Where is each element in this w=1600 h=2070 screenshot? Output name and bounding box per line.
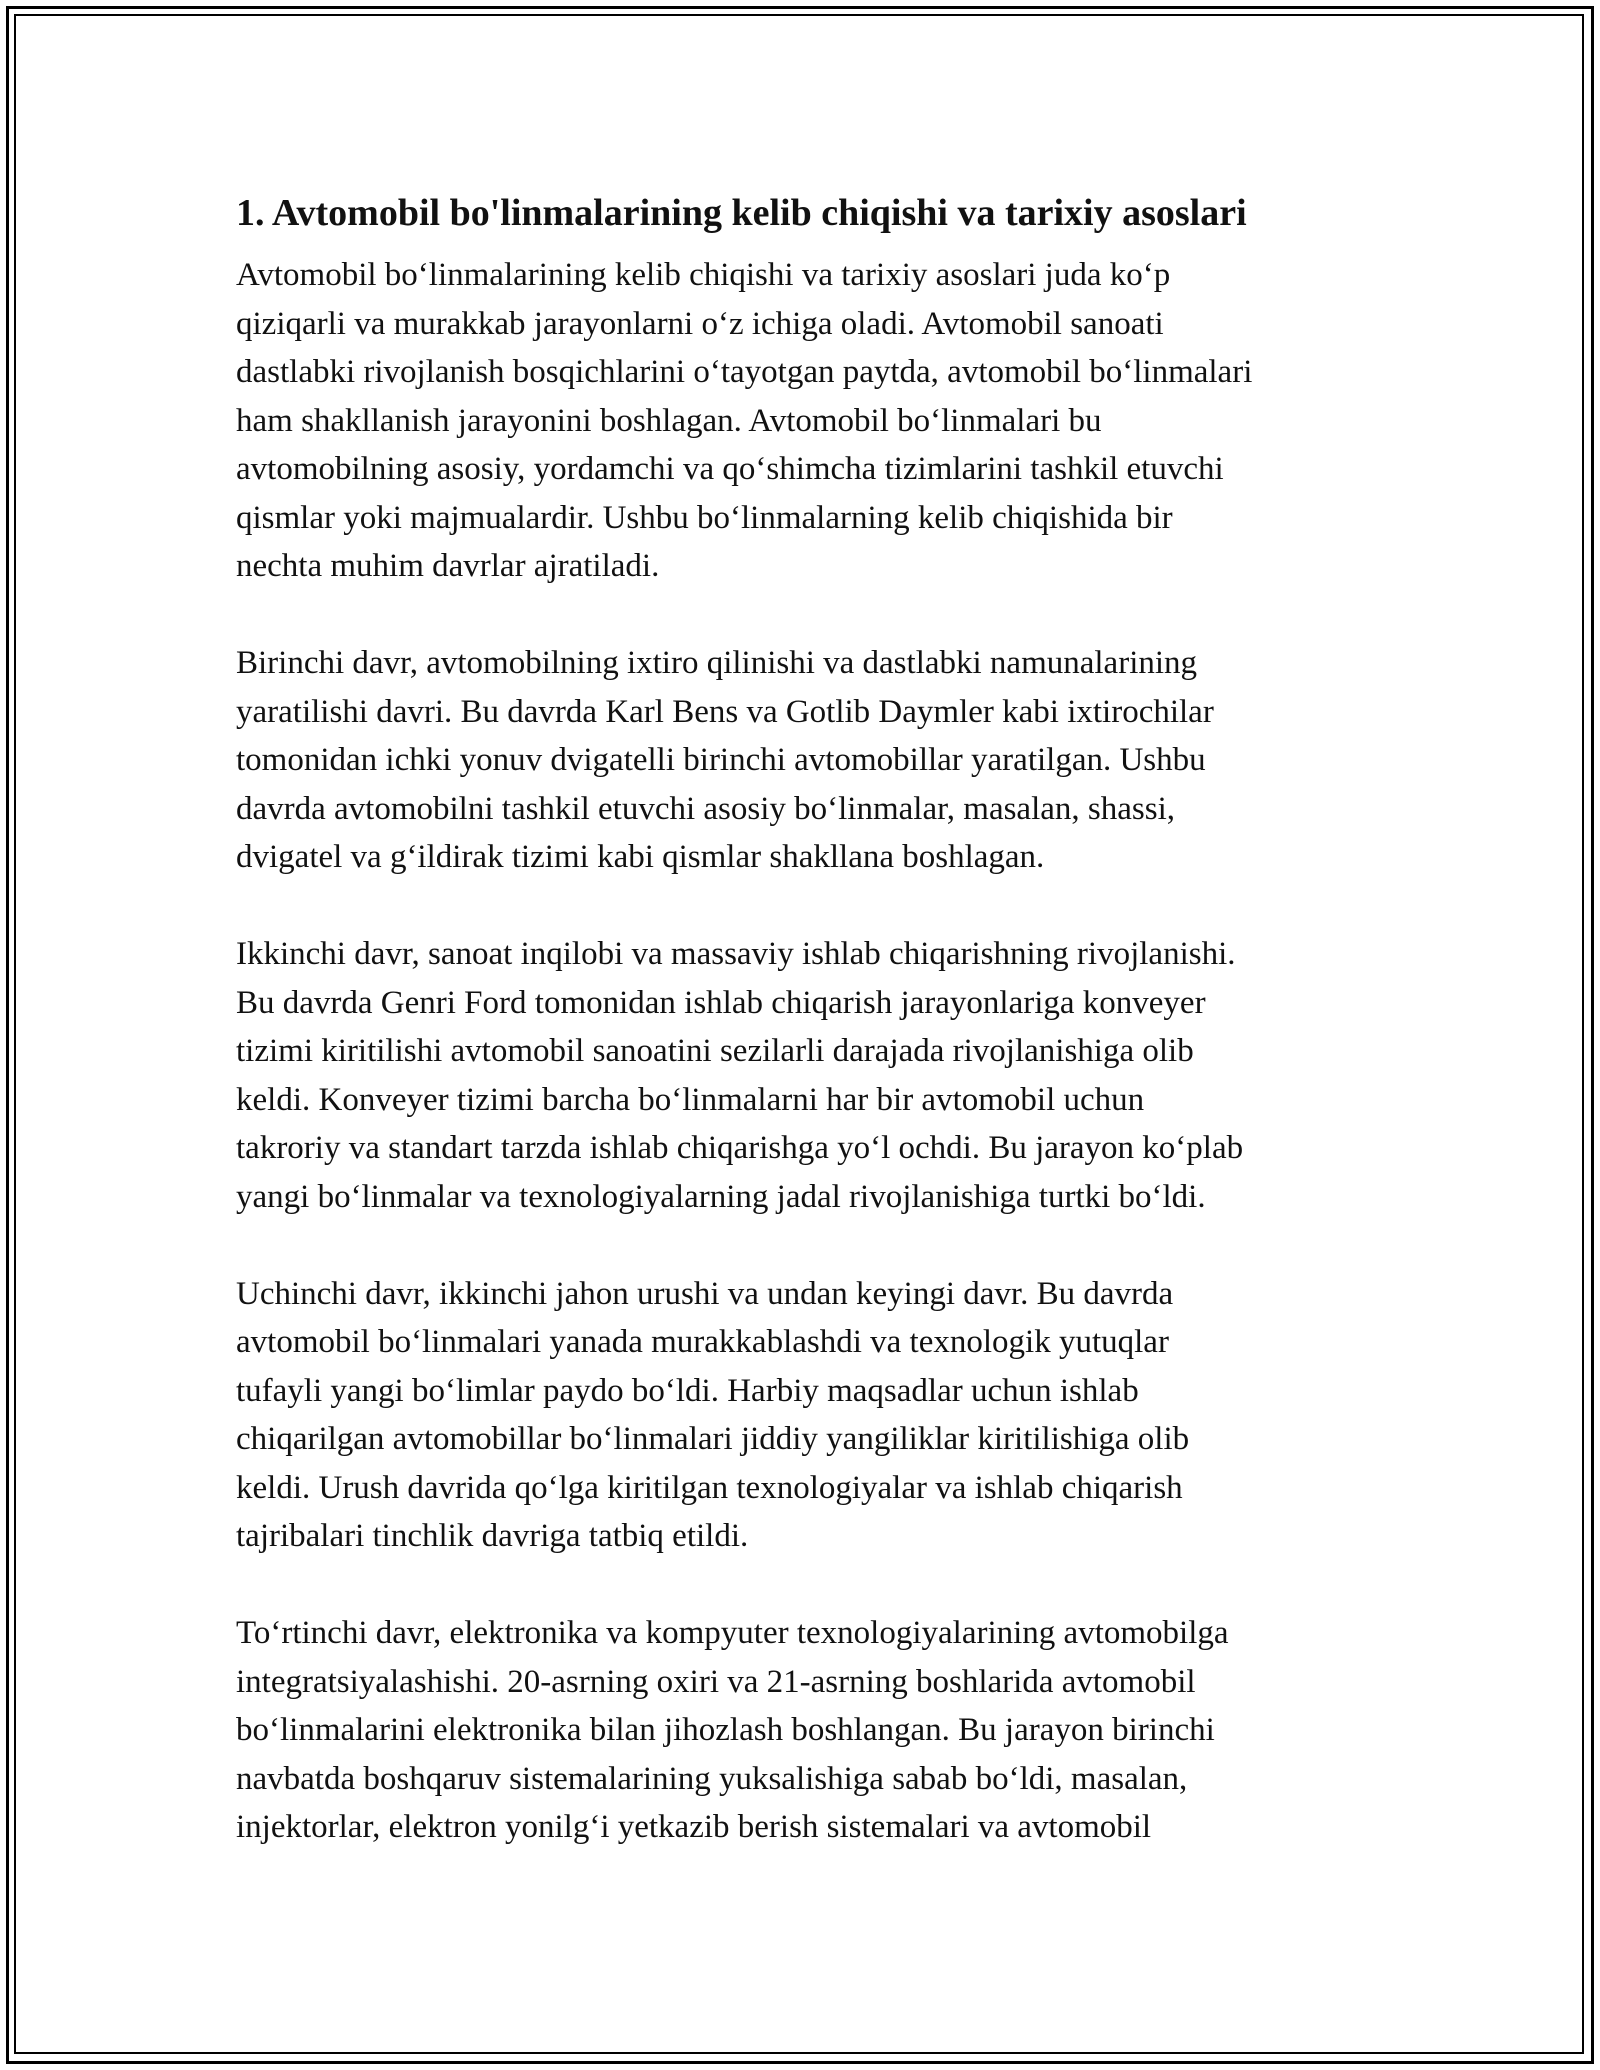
paragraph — [236, 639, 1386, 882]
paragraph-line: ham shakllanish jarayonini boshlagan. Avtomobil bo‘linmalari bu — [236, 402, 1102, 439]
paragraph-line: tomonidan ichki yonuv dvigatelli birinchi avtomobillar yaratilgan. Ushbu — [236, 742, 1206, 778]
paragraph-line: navbatda boshqaruv sistemalarining yuksalishiga sabab bo‘ldi, masalan, — [236, 1760, 1188, 1797]
paragraph-line: davrda avtomobilni tashkil etuvchi asosiy bo‘linmalar, masalan, shassi, — [236, 790, 1175, 827]
paragraph-line: injektorlar, elektron yonilg‘i yetkazib berish sistemalari va avtomobil — [236, 1809, 1152, 1845]
paragraph-line: yangi bo‘linmalar va texnologiyalarning jadal rivojlanishiga turtki bo‘ldi. — [236, 1178, 1206, 1215]
paragraph-line: bo‘linmalarini elektronika bilan jihozlash boshlangan. Bu jarayon birinchi — [236, 1712, 1215, 1748]
paragraph-line: dvigatel va g‘ildirak tizimi kabi qismlar shakllana boshlagan. — [236, 839, 1045, 875]
paragraph — [236, 1609, 1386, 1852]
paragraph-line: tufayli yangi bo‘limlar paydo bo‘ldi. Harbiy maqsadlar uchun ishlab — [236, 1372, 1139, 1409]
document-body — [236, 183, 1386, 1900]
paragraph-line: tajribalari tinchlik davriga tatbiq etildi. — [236, 1518, 749, 1554]
paragraph-line: avtomobil bo‘linmalari yanada murakkablashdi va texnologik yutuqlar — [236, 1324, 1169, 1360]
paragraph-line: qiziqarli va murakkab jarayonlarni o‘z ichiga oladi. Avtomobil sanoati — [236, 305, 1164, 342]
section-heading: 1. Avtomobil bo'linmalarining kelib chiqishi va tarixiy asoslari — [236, 192, 1247, 234]
paragraph-line: Uchinchi davr, ikkinchi jahon urushi va undan keyingi davr. Bu davrda — [236, 1275, 1174, 1312]
paragraph — [236, 251, 1386, 591]
paragraph-line: tizimi kiritilishi avtomobil sanoatini sezilarli darajada rivojlanishiga olib — [236, 1033, 1194, 1069]
paragraph-line: Ikkinchi davr, sanoat inqilobi va massaviy ishlab chiqarishning rivojlanishi. — [236, 936, 1236, 972]
paragraph-line: avtomobilning asosiy, yordamchi va qo‘shimcha tizimlarini tashkil etuvchi — [236, 451, 1224, 487]
paragraph-line: To‘rtinchi davr, elektronika va kompyuter texnologiyalarining avtomobilga — [236, 1615, 1229, 1651]
paragraph-line: keldi. Urush davrida qo‘lga kiritilgan texnologiyalar va ishlab chiqarish — [236, 1469, 1183, 1506]
paragraph-line: takroriy va standart tarzda ishlab chiqarishga yo‘l ochdi. Bu jarayon ko‘plab — [236, 1130, 1244, 1166]
paragraph-line: chiqarilgan avtomobillar bo‘linmalari jiddiy yangiliklar kiritilishiga olib — [236, 1421, 1190, 1457]
paragraph-line: yaratilishi davri. Bu davrda Karl Bens va Gotlib Daymler kabi ixtirochilar — [236, 693, 1214, 730]
paragraph-line: Bu davrda Genri Ford tomonidan ishlab chiqarish jarayonlariga konveyer — [236, 984, 1206, 1021]
paragraph — [236, 1270, 1386, 1561]
paragraph-line: nechta muhim davrlar ajratiladi. — [236, 548, 660, 584]
paragraph-line: Birinchi davr, avtomobilning ixtiro qilinishi va dastlabki namunalarining — [236, 645, 1198, 681]
paragraph-line: integratsiyalashishi. 20-asrning oxiri va 21-asrning boshlarida avtomobil — [236, 1663, 1196, 1700]
paragraph — [236, 930, 1386, 1221]
paragraphs-container — [236, 251, 1386, 1852]
paragraph-line: Avtomobil bo‘linmalarining kelib chiqishi va tarixiy asoslari juda ko‘p — [236, 257, 1171, 293]
paragraph-line: dastlabki rivojlanish bosqichlarini o‘tayotgan paytda, avtomobil bo‘linmalari — [236, 354, 1253, 390]
paragraph-line: keldi. Konveyer tizimi barcha bo‘linmalarni har bir avtomobil uchun — [236, 1081, 1145, 1118]
paragraph-line: qismlar yoki majmualardir. Ushbu bo‘linmalarning kelib chiqishida bir — [236, 499, 1173, 536]
